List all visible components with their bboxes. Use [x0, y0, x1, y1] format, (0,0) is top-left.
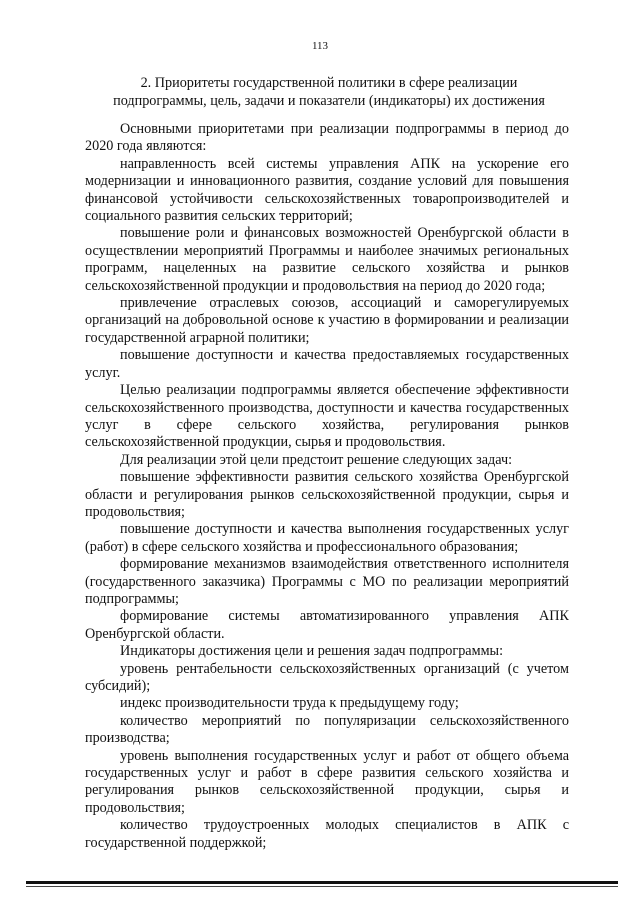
page-number: 113 [311, 40, 329, 52]
paragraph: уровень выполнения государственных услуг и работ от общего объема государственных услуг и работ в сфере развития сельского хозяйства и регулирования рынков сельскохозяйственной продукции, сырья и продовольствия; [85, 747, 569, 816]
paragraph: Для реализации этой цели предстоит решение следующих задач: [120, 451, 513, 468]
paragraph: формирование механизмов взаимодействия ответственного исполнителя (государственного заказчика) Программы с МО по реализации мероприятий подпрограммы; [85, 556, 569, 607]
section-heading [86, 74, 572, 110]
paragraph: формирование системы автоматизированного управления АПК Оренбургской области. [85, 608, 569, 642]
section-heading-line-2: подпрограммы, цель, задачи и показатели (индикаторы) их достижения [113, 93, 545, 109]
paragraph: количество трудоустроенных молодых специалистов в АПК с государственной поддержкой; [85, 817, 569, 851]
bottom-rule [26, 881, 618, 884]
paragraph: Целью реализации подпрограммы является обеспечение эффективности сельскохозяйственного производства, доступности и качества государственных услуг в сфере сельского хозяйства, регулирования рынков сельскохозяйственной продукции, сырья и продовольствия. [85, 382, 569, 451]
bottom-rule-thin [26, 886, 618, 887]
paragraph: количество мероприятий по популяризации сельскохозяйственного производства; [85, 712, 569, 747]
paragraph: направленность всей системы управления АПК на ускорение его модернизации и инновационного развития, создание условий для повышения финансовой устойчивости сельскохозяйственных товаропроизводителей и социального развития сельских территорий; [85, 155, 569, 225]
paragraph: Индикаторы достижения цели и решения задач подпрограммы: [120, 643, 504, 660]
paragraph: повышение доступности и качества предоставляемых государственных услуг. [85, 347, 569, 381]
paragraph: повышение доступности и качества выполнения государственных услуг (работ) в сфере сельского хозяйства и профессионального образования; [85, 521, 569, 555]
paragraph: Основными приоритетами при реализации подпрограммы в период до 2020 года являются: [85, 121, 569, 155]
paragraph: повышение эффективности развития сельского хозяйства Оренбургской области и регулирования рынков сельскохозяйственной продукции, сырья и продовольствия; [85, 469, 569, 520]
paragraph: индекс производительности труда к предыдущему году; [120, 695, 459, 712]
paragraph: привлечение отраслевых союзов, ассоциаций и саморегулируемых организаций на добровольной основе к участию в формировании и реализации государственной аграрной политики; [85, 295, 569, 346]
section-heading-line-1: 2. Приоритеты государственной политики в сфере реализации [140, 75, 518, 91]
paragraph: уровень рентабельности сельскохозяйственных организаций (с учетом субсидий); [85, 660, 569, 694]
body-text [85, 121, 569, 852]
paragraph: повышение роли и финансовых возможностей Оренбургской области в осуществлении мероприятий Программы и наиболее значимых региональных программ, нацеленных на развитие сельского хозяйства и рынков сельскохозяйственной продукции и продовольствия на период до 2020 года; [85, 225, 569, 294]
